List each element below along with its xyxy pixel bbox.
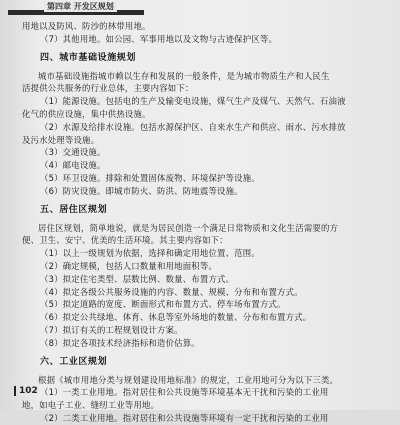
paragraph-line: 根据《城市用地分类与规划建设用地标准》的规定，工业用地可分为以下三类。 — [38, 374, 339, 385]
paragraph-line: 活提供公共服务的行业总体，主要内容如下： — [22, 83, 194, 94]
list-item-line: （7）拟订有关的工程规划设计方案。 — [40, 324, 183, 335]
paragraph-line: 地，如电子工业、缝纫工业等用地。 — [22, 400, 160, 411]
page-number: 102 — [14, 386, 38, 396]
paragraph-line: 城市基础设施指城市赖以生存和发展的一般条件，是为城市物质生产和人民生 — [38, 70, 330, 81]
section-heading: 六、工业区规划 — [40, 356, 108, 367]
list-item-line: （1）一类工业用地。指对居住和公共设施等环境基本无干扰和污染的工业用 — [40, 387, 329, 398]
paragraph-line: 化气的供应设施，集中供热设施。 — [22, 108, 151, 119]
list-item-line: （4）邮电设施。 — [40, 160, 106, 171]
list-item-line: （3）交通设施。 — [40, 147, 106, 158]
list-item-line: （2）水源及给排水设施。包括水源保护区、自来水生产和供应、雨水、污水排放 — [40, 121, 346, 132]
list-item-line: （7）其他用地。如公园、军事用地以及文物与古迹保护区等。 — [40, 33, 278, 44]
section-heading: 五、居住区规划 — [40, 204, 108, 215]
list-item-line: （1）以上一级规划为依据，选择和确定用地位置、范围。 — [40, 248, 260, 259]
body-text — [22, 20, 384, 425]
list-item-line: （1）能源设施。包括电的生产及输变电设施，煤气生产及煤气、天然气、石油液 — [40, 96, 346, 107]
list-item-line: （5）环卫设施。排除和处置固体废物、环境保护等设施。 — [40, 172, 260, 183]
list-item-line: （4）拟定各级公共服务设施的内容、数量、规模、分布和布置方式。 — [40, 286, 303, 297]
paragraph-line: 及污水处理等设施。 — [22, 134, 100, 145]
running-header — [0, 0, 400, 18]
list-item-line: （8）拟定各项技术经济指标和造价估算。 — [40, 337, 200, 348]
list-item-line: （6）防灾设施。即城市防火、防洪、防地震等设施。 — [40, 185, 243, 196]
list-item-line: （6）拟定公共绿地、体育、休息等室外场地的数量、分布和布置方式。 — [40, 312, 312, 323]
list-item-line: （2）确定规模，包括人口数量和用地面积等。 — [40, 260, 218, 271]
paragraph-line: 便、卫生、安宁、优美的生活环境。其主要内容如下： — [22, 235, 228, 246]
running-header-title: 第四章 开发区规划 — [44, 2, 117, 12]
section-heading: 四、城市基础设施规划 — [40, 52, 137, 63]
list-item-line: （5）拟定道路的宽度、断面形式和布置方式、停车场布置方式。 — [40, 299, 286, 310]
paragraph-line: 居住区规划，简单地说，就是为居民创造一个满足日常物质和文化生活需要的方 — [38, 222, 339, 233]
paragraph-line: 用地以及防风、防沙的林带用地。 — [22, 21, 151, 31]
list-item-line: （3）拟定住宅类型、层数比例、数量、布置方式。 — [40, 273, 235, 284]
list-item-line: （2）二类工业用地。指对居住和公共设施等环境有一定干扰和污染的工业用 — [40, 412, 329, 423]
